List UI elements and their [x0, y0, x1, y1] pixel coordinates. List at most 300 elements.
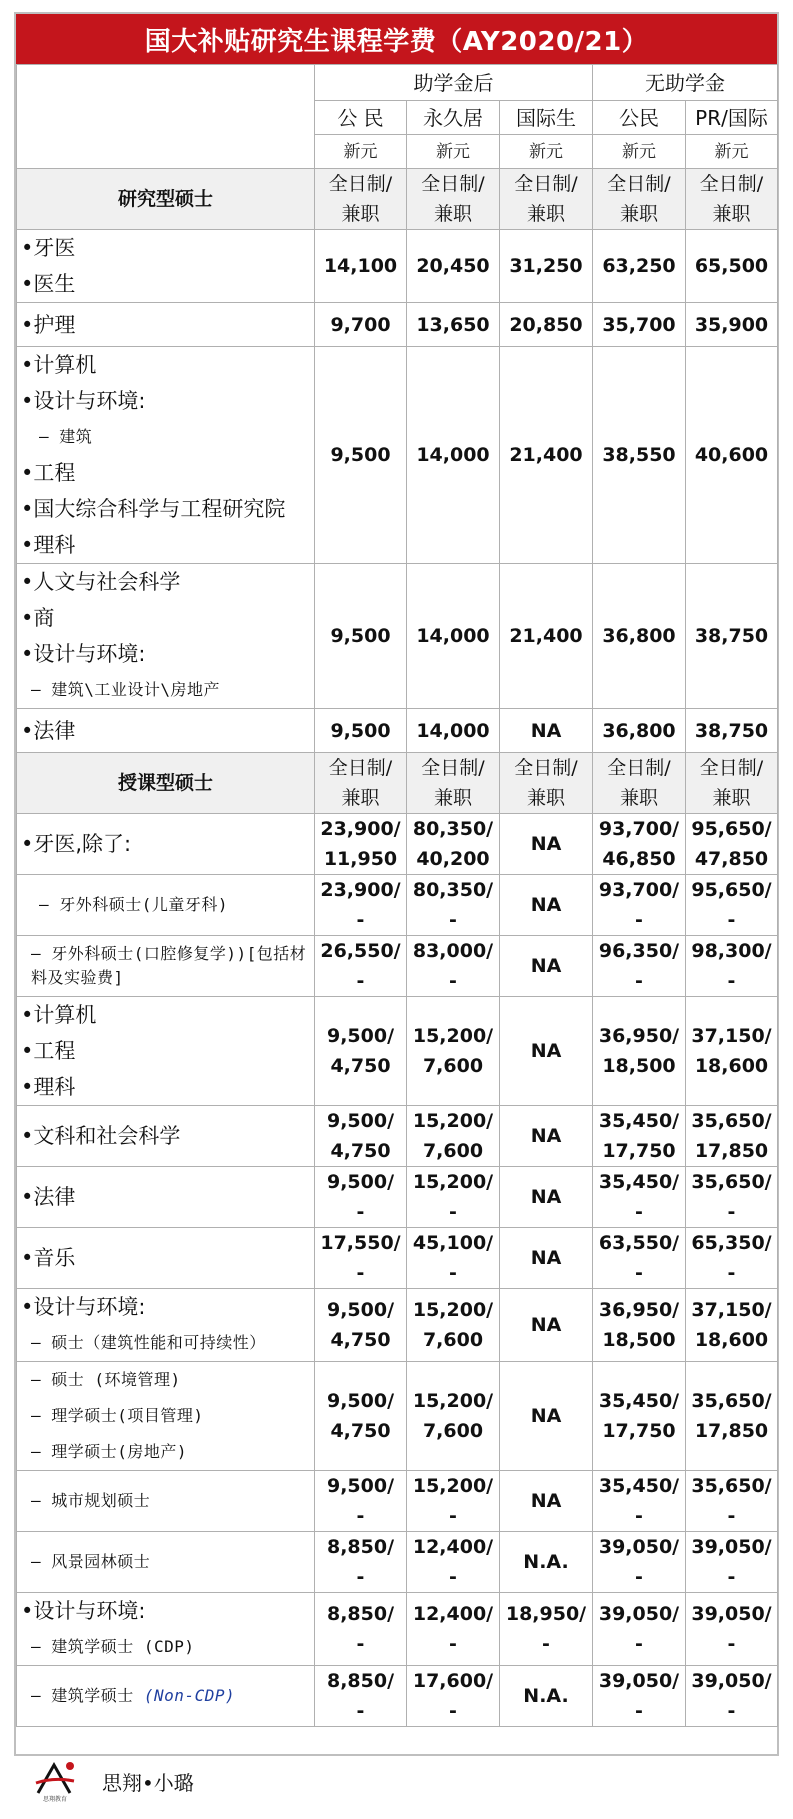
study-mode-line1: 全日制/ — [607, 173, 671, 195]
study-mode-cell — [593, 169, 686, 230]
fee-full-time: 15,200/ — [412, 1025, 494, 1047]
fee-full-time: NA — [530, 1490, 562, 1512]
program-label-cell — [17, 814, 315, 875]
fee-part-time: 18,500 — [602, 1329, 676, 1351]
fee-full-time: 35,650/ — [691, 1171, 772, 1193]
program-label-cell — [17, 230, 315, 303]
taught-row — [17, 814, 778, 875]
fee-full-time: NA — [530, 1314, 562, 1336]
fee-part-time: - — [727, 1262, 736, 1284]
program-item: •医生 — [21, 272, 76, 296]
fee-value: 36,800 — [593, 564, 686, 709]
fee-cell — [315, 1532, 407, 1593]
fee-value: 38,550 — [593, 347, 686, 564]
study-mode-cell — [500, 753, 593, 814]
fee-cell — [315, 1228, 407, 1289]
program-item: •设计与环境: — [21, 1599, 146, 1623]
program-label-cell — [17, 347, 315, 564]
fee-value: 14,000 — [407, 709, 500, 753]
taught-section-title: 授课型硕士 — [17, 753, 315, 814]
fee-full-time: 95,650/ — [691, 818, 772, 840]
fee-full-time: 96,350/ — [598, 940, 680, 962]
fee-full-time: 98,300/ — [691, 940, 772, 962]
taught-row — [17, 1532, 778, 1593]
fee-cell — [315, 1593, 407, 1666]
fee-cell — [407, 1666, 500, 1727]
fee-part-time: - — [356, 970, 365, 992]
program-item: •计算机 — [21, 353, 97, 377]
study-mode-line2: 兼职 — [526, 203, 565, 225]
taught-row — [17, 1666, 778, 1727]
program-item: •计算机 — [21, 1003, 97, 1027]
fee-cell — [407, 936, 500, 997]
fee-cell — [593, 814, 686, 875]
study-mode-line1: 全日制/ — [421, 173, 485, 195]
program-subitem: – 理学硕士(项目管理) — [31, 1406, 204, 1425]
fee-part-time: 17,850 — [694, 1140, 769, 1162]
fee-part-time: 46,850 — [602, 848, 676, 870]
fee-cell — [315, 1167, 407, 1228]
study-mode-cell — [315, 753, 407, 814]
program-item: •人文与社会科学 — [21, 570, 181, 594]
col-pr-intl: PR/国际 — [686, 101, 778, 135]
program-item: •牙医 — [21, 236, 76, 260]
fee-part-time: - — [449, 1505, 457, 1527]
fee-value: 13,650 — [407, 303, 500, 347]
fee-cell — [500, 875, 593, 936]
fee-part-time: 4,750 — [330, 1420, 391, 1442]
fee-cell — [593, 1593, 686, 1666]
program-item: •法律 — [21, 1185, 76, 1209]
non-cdp-tag: (Non-CDP) — [143, 1686, 236, 1705]
study-mode-line2: 兼职 — [712, 203, 751, 225]
taught-row — [17, 936, 778, 997]
fee-full-time: 39,050/ — [691, 1670, 772, 1692]
fee-cell — [315, 814, 407, 875]
fee-full-time: 17,600/ — [412, 1670, 494, 1692]
page-title: 国大补贴研究生课程学费（AY2020/21） — [16, 14, 777, 64]
fee-part-time: - — [542, 1633, 550, 1655]
study-mode-line2: 兼职 — [526, 787, 565, 809]
fee-cell — [686, 875, 778, 936]
fee-full-time: 80,350/ — [412, 879, 494, 901]
fee-cell — [500, 1167, 593, 1228]
fee-part-time: - — [356, 1700, 365, 1722]
fee-full-time: 37,150/ — [691, 1299, 772, 1321]
fee-part-time: - — [727, 970, 736, 992]
fee-cell — [593, 1289, 686, 1362]
research-row — [17, 347, 778, 564]
fee-full-time: 35,450/ — [598, 1475, 680, 1497]
fee-full-time: 63,550/ — [598, 1232, 680, 1254]
fee-cell — [593, 875, 686, 936]
fee-part-time: - — [356, 1201, 365, 1223]
fee-full-time: 93,700/ — [598, 879, 680, 901]
fee-cell — [407, 875, 500, 936]
fee-cell — [686, 1289, 778, 1362]
research-row — [17, 303, 778, 347]
fee-value: 63,250 — [593, 230, 686, 303]
program-item: •法律 — [21, 718, 76, 743]
program-subitem: – 理学硕士(房地产) — [31, 1442, 188, 1461]
fee-full-time: 26,550/ — [320, 940, 401, 962]
fee-part-time: 7,600 — [422, 1140, 484, 1162]
fee-part-time: - — [449, 909, 457, 931]
study-mode-cell — [407, 169, 500, 230]
fee-full-time: NA — [530, 1405, 562, 1427]
program-label-cell — [17, 1106, 315, 1167]
fee-full-time: 36,950/ — [598, 1025, 680, 1047]
fee-cell — [593, 1362, 686, 1471]
fee-part-time: - — [449, 1700, 457, 1722]
fee-full-time: 9,500/ — [326, 1110, 395, 1132]
program-label-cell — [17, 709, 315, 753]
fee-cell — [315, 997, 407, 1106]
fee-value: 14,100 — [315, 230, 407, 303]
taught-section-row — [17, 753, 778, 814]
fee-cell — [686, 1532, 778, 1593]
research-row — [17, 709, 778, 753]
study-mode-cell — [686, 753, 778, 814]
fee-value: 31,250 — [500, 230, 593, 303]
fee-part-time: 18,600 — [694, 1329, 769, 1351]
study-mode-line1: 全日制/ — [514, 173, 578, 195]
program-item: •理科 — [21, 1075, 76, 1099]
fee-cell — [500, 997, 593, 1106]
research-section-title: 研究型硕士 — [17, 169, 315, 230]
fee-cell — [500, 1228, 593, 1289]
research-section-row — [17, 169, 778, 230]
fee-cell — [407, 1289, 500, 1362]
study-mode-line1: 全日制/ — [328, 173, 393, 195]
fee-part-time: - — [635, 1262, 643, 1284]
program-label-cell — [17, 303, 315, 347]
program-label-cell — [17, 564, 315, 709]
fee-full-time: 15,200/ — [412, 1390, 494, 1412]
fee-part-time: 17,750 — [602, 1420, 676, 1442]
program-label-cell — [17, 875, 315, 936]
fee-part-time: 17,850 — [694, 1420, 769, 1442]
table-body — [17, 65, 778, 1727]
study-mode-line1: 全日制/ — [607, 757, 671, 779]
fee-part-time: - — [635, 1201, 643, 1223]
fee-cell — [593, 1228, 686, 1289]
fee-cell — [500, 1471, 593, 1532]
study-mode-line2: 兼职 — [433, 203, 472, 225]
program-item: •设计与环境: — [21, 1295, 146, 1319]
fee-full-time: 15,200/ — [412, 1171, 494, 1193]
fee-full-time: 12,400/ — [412, 1536, 494, 1558]
fee-full-time: 8,850/ — [326, 1603, 395, 1625]
fee-full-time: NA — [530, 1040, 562, 1062]
fee-part-time: - — [449, 1566, 457, 1588]
fee-full-time: 65,350/ — [691, 1232, 772, 1254]
fee-value: 65,500 — [686, 230, 778, 303]
program-item: •工程 — [21, 1039, 76, 1063]
fee-part-time: 4,750 — [330, 1055, 391, 1077]
fee-cell — [593, 1471, 686, 1532]
fee-part-time: - — [635, 1700, 643, 1722]
fee-full-time: 39,050/ — [598, 1670, 680, 1692]
fee-part-time: - — [635, 1633, 643, 1655]
fee-cell — [500, 1593, 593, 1666]
program-subitem: – 建筑 — [39, 427, 93, 446]
taught-row — [17, 1106, 778, 1167]
fee-cell — [500, 1106, 593, 1167]
fee-value: 9,500 — [315, 564, 407, 709]
program-label-cell — [17, 1228, 315, 1289]
fee-full-time: 8,850/ — [326, 1670, 395, 1692]
fee-full-time: 35,650/ — [691, 1475, 772, 1497]
fee-value: NA — [500, 709, 593, 753]
fee-full-time: 39,050/ — [691, 1603, 772, 1625]
program-item: •牙医,除了: — [21, 832, 132, 856]
fee-part-time: - — [727, 1566, 736, 1588]
col-citizen-no-subsidy: 公民 — [593, 101, 686, 135]
taught-row — [17, 997, 778, 1106]
study-mode-cell — [593, 753, 686, 814]
unit-label: 新元 — [407, 135, 500, 169]
study-mode-line2: 兼职 — [433, 787, 472, 809]
study-mode-cell — [315, 169, 407, 230]
program-subitem: – 硕士（建筑性能和可持续性） — [31, 1333, 266, 1352]
fee-full-time: 95,650/ — [691, 879, 772, 901]
program-label-cell — [17, 1666, 315, 1727]
fee-part-time: - — [727, 909, 736, 931]
fee-cell — [686, 1106, 778, 1167]
unit-label: 新元 — [686, 135, 778, 169]
brand-name: 思翔•小璐 — [102, 1771, 194, 1795]
fee-full-time: 93,700/ — [598, 818, 680, 840]
fee-full-time: 9,500/ — [326, 1390, 395, 1412]
fee-full-time: 39,050/ — [598, 1536, 680, 1558]
fee-cell — [593, 1106, 686, 1167]
program-subitem-wrap — [21, 1678, 314, 1714]
fee-full-time: NA — [530, 1247, 562, 1269]
program-label-cell — [17, 1362, 315, 1471]
taught-row — [17, 1471, 778, 1532]
fee-full-time: NA — [530, 833, 562, 855]
study-mode-line2: 兼职 — [619, 203, 658, 225]
study-mode-cell — [407, 753, 500, 814]
fee-part-time: - — [356, 1566, 365, 1588]
fee-full-time: 36,950/ — [598, 1299, 680, 1321]
fee-cell — [407, 1167, 500, 1228]
fee-part-time: - — [635, 1566, 643, 1588]
fee-cell — [500, 1666, 593, 1727]
fee-full-time: 15,200/ — [412, 1110, 494, 1132]
fee-cell — [686, 997, 778, 1106]
fee-cell — [407, 1471, 500, 1532]
fee-full-time: N.A. — [523, 1551, 569, 1573]
fee-part-time: - — [727, 1505, 736, 1527]
fee-full-time: 80,350/ — [412, 818, 494, 840]
fee-part-time: 17,750 — [602, 1140, 676, 1162]
fee-cell — [686, 1167, 778, 1228]
fee-cell — [593, 936, 686, 997]
study-mode-line2: 兼职 — [712, 787, 751, 809]
fee-part-time: 18,600 — [694, 1055, 769, 1077]
fee-part-time: - — [356, 909, 365, 931]
header-group-row — [17, 65, 778, 101]
fee-cell — [315, 1106, 407, 1167]
study-mode-line2: 兼职 — [341, 787, 380, 809]
header-subsidy-group: 助学金后 — [315, 65, 593, 101]
footer — [16, 1757, 777, 1805]
fee-cell — [500, 814, 593, 875]
program-item: •设计与环境: — [21, 642, 146, 666]
program-item: •护理 — [21, 312, 76, 337]
fee-part-time: - — [727, 1633, 736, 1655]
study-mode-line2: 兼职 — [619, 787, 658, 809]
fee-part-time: - — [449, 1201, 457, 1223]
study-mode-line1: 全日制/ — [514, 757, 578, 779]
fee-full-time: 9,500/ — [326, 1299, 395, 1321]
fee-cell — [686, 814, 778, 875]
program-item: •商 — [21, 606, 55, 630]
fee-full-time: 9,500/ — [326, 1025, 395, 1047]
fee-value: 35,700 — [593, 303, 686, 347]
col-pr: 永久居 — [407, 101, 500, 135]
fee-full-time: 35,650/ — [691, 1390, 772, 1412]
fee-cell — [407, 1228, 500, 1289]
fee-part-time: - — [635, 970, 643, 992]
fee-part-time: 18,500 — [602, 1055, 676, 1077]
fee-cell — [407, 1106, 500, 1167]
fee-cell — [315, 1362, 407, 1471]
tuition-table — [16, 64, 778, 1727]
fee-value: 20,850 — [500, 303, 593, 347]
fee-cell — [407, 997, 500, 1106]
program-subitem: – 建筑学硕士 (CDP) — [31, 1637, 195, 1656]
fee-cell — [407, 814, 500, 875]
fee-part-time: 11,950 — [323, 848, 398, 870]
program-label-cell — [17, 1532, 315, 1593]
fee-value: 9,500 — [315, 709, 407, 753]
fee-full-time: N.A. — [523, 1685, 569, 1707]
fee-full-time: 39,050/ — [598, 1603, 680, 1625]
fee-part-time: 7,600 — [422, 1055, 484, 1077]
fee-cell — [315, 936, 407, 997]
fee-full-time: 35,650/ — [691, 1110, 772, 1132]
fee-value: 9,700 — [315, 303, 407, 347]
fee-part-time: 4,750 — [330, 1329, 391, 1351]
fee-cell — [593, 1167, 686, 1228]
fee-part-time: - — [356, 1262, 365, 1284]
fee-full-time: 83,000/ — [412, 940, 494, 962]
fee-part-time: - — [449, 1262, 457, 1284]
program-label-cell — [17, 1593, 315, 1666]
fee-cell — [686, 1228, 778, 1289]
research-row — [17, 564, 778, 709]
fee-cell — [407, 1362, 500, 1471]
fee-value: 36,800 — [593, 709, 686, 753]
fee-full-time: 9,500/ — [326, 1475, 395, 1497]
col-intl: 国际生 — [500, 101, 593, 135]
fee-full-time: NA — [530, 955, 562, 977]
fee-part-time: 40,200 — [416, 848, 490, 870]
program-subitem: – 牙外科硕士(儿童牙科) — [39, 895, 229, 914]
logo-caption: 思翔教育 — [42, 1796, 68, 1803]
taught-row — [17, 1362, 778, 1471]
unit-label: 新元 — [500, 135, 593, 169]
col-citizen: 公 民 — [315, 101, 407, 135]
fee-full-time: 35,450/ — [598, 1390, 680, 1412]
fee-cell — [315, 1666, 407, 1727]
fee-part-time: 7,600 — [422, 1329, 484, 1351]
program-item: •设计与环境: — [21, 389, 146, 413]
program-item: •工程 — [21, 461, 76, 485]
fee-cell — [593, 1532, 686, 1593]
fee-cell — [686, 1593, 778, 1666]
taught-row — [17, 875, 778, 936]
fee-cell — [686, 1471, 778, 1532]
program-subitem: – 硕士 (环境管理) — [31, 1370, 181, 1389]
fee-full-time: NA — [530, 1125, 562, 1147]
fee-full-time: 9,500/ — [326, 1171, 395, 1193]
fee-full-time: 23,900/ — [320, 818, 401, 840]
fee-part-time: - — [635, 1505, 643, 1527]
fee-cell — [315, 875, 407, 936]
fee-value: 14,000 — [407, 564, 500, 709]
program-subitem: – 风景园林硕士 — [31, 1552, 151, 1571]
fee-cell — [315, 1289, 407, 1362]
fee-full-time: 15,200/ — [412, 1475, 494, 1497]
research-row — [17, 230, 778, 303]
fee-part-time: 4,750 — [330, 1140, 391, 1162]
fee-part-time: 47,850 — [694, 848, 769, 870]
study-mode-line2: 兼职 — [341, 203, 380, 225]
fee-part-time: - — [449, 1633, 457, 1655]
program-label-cell — [17, 1471, 315, 1532]
fee-full-time: 23,900/ — [320, 879, 401, 901]
fee-cell — [407, 1593, 500, 1666]
fee-part-time: - — [635, 909, 643, 931]
brand-logo — [32, 1759, 78, 1803]
header-blank-cell — [17, 65, 315, 169]
fee-cell — [686, 1666, 778, 1727]
fee-full-time: NA — [530, 894, 562, 916]
fee-full-time: 12,400/ — [412, 1603, 494, 1625]
program-label-cell — [17, 1289, 315, 1362]
fee-part-time: - — [449, 970, 457, 992]
program-subitem: – 建筑学硕士 — [31, 1686, 144, 1705]
taught-row — [17, 1228, 778, 1289]
fee-cell — [686, 936, 778, 997]
header-no-subsidy-group: 无助学金 — [593, 65, 778, 101]
fee-full-time: NA — [530, 1186, 562, 1208]
fee-full-time: 17,550/ — [320, 1232, 401, 1254]
program-label-cell — [17, 1167, 315, 1228]
study-mode-cell — [500, 169, 593, 230]
program-label-cell — [17, 997, 315, 1106]
fee-value: 21,400 — [500, 564, 593, 709]
program-item: •国大综合科学与工程研究院 — [21, 497, 286, 521]
fee-cell — [593, 997, 686, 1106]
fee-full-time: 35,450/ — [598, 1110, 680, 1132]
program-item: •音乐 — [21, 1246, 76, 1270]
fee-value: 38,750 — [686, 709, 778, 753]
fee-cell — [500, 1532, 593, 1593]
fee-full-time: 45,100/ — [412, 1232, 494, 1254]
program-label-cell — [17, 936, 315, 997]
fee-cell — [315, 1471, 407, 1532]
fee-cell — [500, 936, 593, 997]
program-subitem: – 牙外科硕士(口腔修复学))[包括材料及实验费] — [31, 944, 307, 987]
fee-part-time: - — [727, 1700, 736, 1722]
program-subitem: – 城市规划硕士 — [31, 1491, 151, 1510]
taught-row — [17, 1593, 778, 1666]
